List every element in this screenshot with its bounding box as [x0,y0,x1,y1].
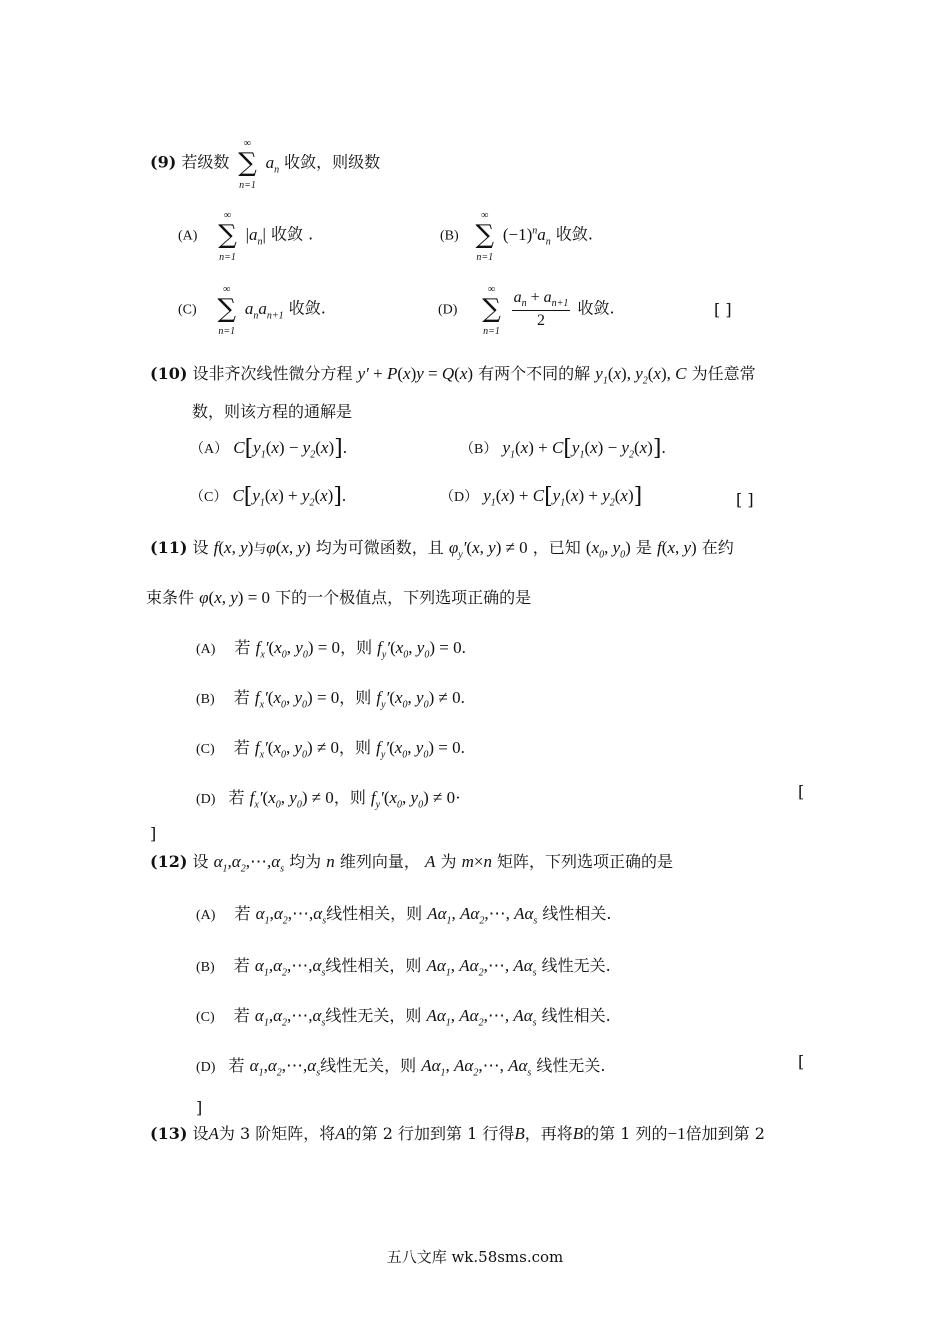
math-expr: −1 [667,1124,686,1143]
math-expr: ($x_0$, $y_0$) [585,538,631,561]
q10-number: (10) [150,364,188,383]
math-expr: n [326,852,335,871]
q12-option-a [196,904,612,927]
math-expr: $|a_n|$ [245,224,266,247]
option-if: 若 [234,904,251,923]
q9-option-b [440,210,593,263]
q13-t3: 的第 2 行加到第 1 行得 [345,1124,515,1143]
option-end: 线性相关. [541,1006,611,1025]
q12-bracket-close: ] [196,1098,203,1117]
sum-symbol: ∞ ∑ n=1 [238,138,257,191]
q10-option-c [190,484,346,510]
option-if: 若 [228,1056,245,1075]
option-label: (C) [196,1010,215,1025]
math-expr: f(x, y) [213,538,254,557]
q11-stem-f: 在约 [701,538,734,557]
math-expr: $A\alpha_1$, $A\alpha_2,\cdots$, $A\alpha_s$ [427,904,538,927]
option-then: ，则 [339,738,372,757]
q11-option-d [196,788,461,811]
q13-stem [150,1124,765,1144]
math-expr: A [424,852,436,871]
q11-number: (11) [150,538,188,557]
q10-stem-c: 为任意常 [691,364,756,383]
option-if: 若 [228,788,245,807]
q11-option-c [196,738,465,761]
math-expr: $f_y'(x_0$, $y_0) = 0$. [377,638,466,661]
option-end: 线性相关. [542,904,612,923]
q13-t2: 为 3 阶矩阵，将 [218,1124,336,1143]
q12-stem-d: 为 [440,852,457,871]
math-expr: $f_x'(x_0$, $y_0) \ne 0$ [254,738,340,761]
math-expr: A [335,1124,346,1143]
q11-stem [150,538,734,561]
sum-symbol: ∞ ∑ n=1 [217,284,237,337]
q11-stem-c: 均为可微函数，且 [315,538,444,557]
math-expr: $f_x'(x_0$, $y_0) = 0$ [254,688,340,711]
option-if: 若 [233,956,250,975]
math-expr: $a_na_{n+1}$ [244,298,284,321]
q11-stem-line2b: 下的一个极值点，下列选项正确的是 [275,588,532,607]
q12-option-d [196,1056,606,1079]
q13-t6: 倍加到第 2 [685,1124,765,1143]
q10-option-b [460,436,666,462]
math-expr: m×n [461,852,492,871]
option-then: ，则 [333,788,366,807]
math-expr: B [514,1124,525,1143]
math-expr: $\varphi_y'(x$, y) ≠ 0 [448,538,528,561]
q13-number: (13) [150,1124,188,1143]
q9-answer-bracket: [ ] [714,300,732,319]
option-label: (C) [178,302,197,318]
option-label: (D) [438,302,458,318]
option-mid: 线性相关，则 [325,956,422,975]
math-expr: $C[y_1(x) - y_2(x)]$. [233,436,347,461]
q10-option-a [190,436,347,462]
math-expr: B [572,1124,584,1143]
q11-bracket-open: [ [798,782,805,801]
q11-option-b [196,688,465,711]
q10-stem-a: 设非齐次线性微分方程 [192,364,353,383]
option-text: 收敛. [577,298,615,318]
option-if: 若 [233,1006,250,1025]
q10-stem [150,364,756,387]
q11-option-a [196,638,466,661]
q9-option-d [438,284,615,338]
q10-stem-line2: 数，则该方程的通解是 [192,402,353,421]
math-expr: $y_1(x) + C[y_1(x) + y_2(x)]$ [483,484,643,509]
option-mid: 线性无关，则 [320,1056,417,1075]
q12-option-b [196,956,611,979]
q12-stem-e: 矩阵，下列选项正确的是 [497,852,674,871]
fraction: $\frac{a_n + a_{n+1}}{2}$ [513,289,569,330]
math-expr: $f_y'(x_0$, $y_0) = 0$. [376,738,465,761]
sum-symbol: ∞ ∑ n=1 [475,210,495,263]
q9-option-c [178,284,326,337]
option-if: 若 [233,738,250,757]
option-label: (B) [440,228,459,244]
option-text: 收敛 . [271,224,314,244]
option-label: (A) [196,642,216,657]
math-expr: φ(x, y) [266,538,311,557]
sum-symbol: ∞ ∑ n=1 [482,284,501,338]
q10-stem-b: 有两个不同的解 [478,364,591,383]
math-expr: $a_n$ [265,152,280,175]
math-expr: $A\alpha_1$, $A\alpha_2,\cdots$, $A\alpha_s$ [426,1006,537,1029]
q9-number: (9) [150,152,177,172]
math-expr: $y_1(x) + C[y_1(x) - y_2(x)]$. [502,436,666,461]
option-label: (D) [196,792,216,807]
math-expr: $\alpha_1,\alpha_2,\cdots,\alpha_s$ [254,1006,326,1029]
q9-stem-end: 收敛，则级数 [284,152,381,172]
sum-symbol: ∞ ∑ n=1 [218,210,237,263]
math-expr: $A\alpha_1$, $A\alpha_2,\cdots$, $A\alpha_s$ [426,956,537,979]
q9-option-a [178,210,314,263]
option-if: 若 [233,688,250,707]
option-mid: 线性相关，则 [326,904,423,923]
math-expr: $f_y'(x_0$, $y_0) \ne 0$. [376,688,465,711]
q11-bracket-close: ] [150,824,157,843]
q12-option-c [196,1006,611,1029]
q12-stem-c: 维列向量， [339,852,420,871]
math-expr: y′ + P(x)y = Q(x) [357,364,474,383]
math-expr: $\alpha_1,\alpha_2,\cdots,\alpha_s$ [213,852,285,875]
q10-option-d [440,484,642,510]
math-expr: $\alpha_1,\alpha_2,\cdots,\alpha_s$ [249,1056,321,1079]
math-expr: $f_x'(x_0$, $y_0) \ne 0$ [249,788,334,811]
q9-stem-text: 若级数 [181,152,230,172]
option-label: (A) [196,908,216,923]
math-expr: A [208,1124,219,1143]
q12-stem-b: 均为 [289,852,322,871]
math-expr: $C[y_1(x) + y_2(x)]$. [232,484,347,509]
q13-t5: 的第 1 列的 [583,1124,668,1143]
q12-stem-a: 设 [192,852,209,871]
footer-watermark: 五八文库 wk.58sms.com [386,1248,564,1266]
option-label: (C) [196,742,215,757]
option-label: （C） [190,490,228,506]
q12-stem [150,852,673,875]
math-expr: $A\alpha_1$, $A\alpha_2,\cdots$, $A\alpha_s$ [421,1056,532,1079]
option-mid: 线性无关，则 [325,1006,422,1025]
option-label: （A） [190,442,229,458]
option-label: (A) [178,228,198,244]
option-then: ，则 [339,688,372,707]
option-end: 线性无关. [536,1056,606,1075]
math-expr: $f_x'(x_0$, $y_0) = 0$ [255,638,341,661]
q12-bracket-open: [ [798,1052,805,1071]
option-then: ，则 [340,638,373,657]
q11-stem-e: 是 [635,538,652,557]
option-label: （D） [440,490,479,506]
option-text: 收敛. [555,224,593,244]
math-expr: f(x, y) [657,538,697,557]
q11-stem-a: 设 [192,538,209,557]
math-expr: $(-1)^na_n$ [502,224,551,247]
option-if: 若 [234,638,251,657]
math-expr: φ(x, y) = 0 [199,588,271,607]
q11-stem-line2 [146,588,531,608]
option-end: 线性无关. [541,956,611,975]
option-text: 收敛. [288,298,326,318]
q10-answer-bracket: [ ] [736,490,754,509]
math-expr: $y_1(x)$, $y_2(x)$, C [595,364,687,387]
q13-t1: 设 [192,1124,209,1143]
option-label: (B) [196,960,215,975]
q11-stem-d: ，已知 [532,538,581,557]
q11-stem-b: 与 [253,542,267,557]
option-label: （B） [460,442,498,458]
option-label: (D) [196,1060,216,1075]
q13-t4: ，再将 [524,1124,573,1143]
q12-number: (12) [150,852,188,871]
q9-stem [150,138,381,191]
math-expr: $\alpha_1,\alpha_2,\cdots,\alpha_s$ [254,956,326,979]
math-expr: $f_y'(x_0$, $y_0) \ne 0\cdot$ [370,788,461,811]
option-label: (B) [196,692,215,707]
math-expr: $\alpha_1,\alpha_2,\cdots,\alpha_s$ [255,904,327,927]
q11-stem-line2a: 束条件 [146,588,195,607]
